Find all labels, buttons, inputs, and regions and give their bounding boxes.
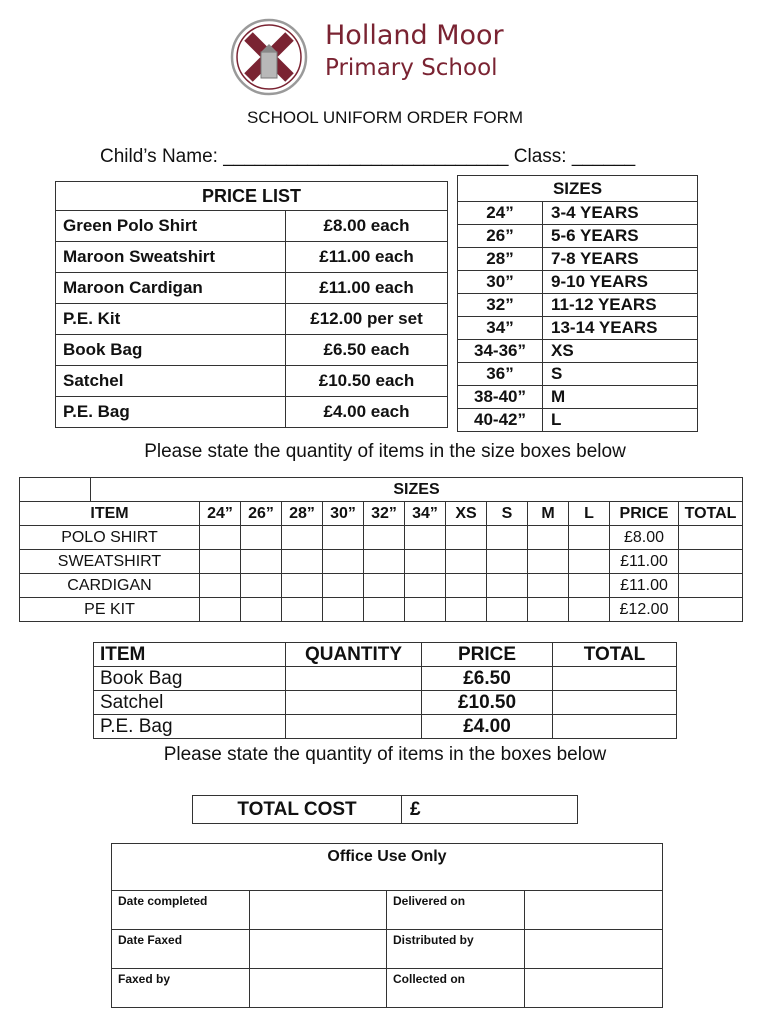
- total-cost-field[interactable]: £: [402, 796, 578, 824]
- size-length: 26”: [458, 225, 543, 248]
- office-row: [112, 930, 663, 969]
- quantity-cell[interactable]: [323, 598, 364, 622]
- size-age: XS: [543, 340, 698, 363]
- quantity-cell[interactable]: [405, 526, 446, 550]
- quantity-cell[interactable]: [282, 550, 323, 574]
- child-name-class-line[interactable]: Child’s Name: ___________________________ Class: ______: [100, 146, 636, 167]
- grid-row: [20, 574, 743, 598]
- quantity-cell[interactable]: [323, 526, 364, 550]
- size-length: 40-42”: [458, 409, 543, 432]
- office-field[interactable]: [525, 891, 663, 930]
- office-label: Delivered on: [387, 891, 525, 930]
- office-label: Faxed by: [112, 969, 250, 1008]
- price-list-title: PRICE LIST: [56, 182, 448, 211]
- form-title: SCHOOL UNIFORM ORDER FORM: [246, 108, 524, 127]
- price-row: [56, 335, 448, 366]
- bag-quantity-cell[interactable]: [286, 667, 422, 691]
- quantity-cell[interactable]: [241, 526, 282, 550]
- price-row: [56, 273, 448, 304]
- grid-size-header: XS: [446, 502, 487, 526]
- price-item-value: £11.00 each: [286, 242, 448, 273]
- quantity-cell[interactable]: [487, 526, 528, 550]
- bag-order-table: [93, 642, 677, 739]
- size-row: [458, 225, 698, 248]
- size-row: [458, 248, 698, 271]
- price-item-value: £6.50 each: [286, 335, 448, 366]
- size-age: 11-12 YEARS: [543, 294, 698, 317]
- price-row: [56, 397, 448, 428]
- uniform-quantity-grid: [19, 477, 743, 622]
- price-item-name: P.E. Kit: [56, 304, 286, 335]
- grid-size-header: L: [569, 502, 610, 526]
- price-row: [56, 304, 448, 335]
- quantity-cell[interactable]: [241, 598, 282, 622]
- price-item-value: £10.50 each: [286, 366, 448, 397]
- total-cell[interactable]: [679, 550, 743, 574]
- bag-item-price: £6.50: [422, 667, 553, 691]
- price-item-value: £4.00 each: [286, 397, 448, 428]
- office-row: [112, 891, 663, 930]
- office-field[interactable]: [250, 930, 387, 969]
- bag-total-cell[interactable]: [553, 715, 677, 739]
- quantity-cell[interactable]: [528, 574, 569, 598]
- quantity-cell[interactable]: [282, 574, 323, 598]
- quantity-cell[interactable]: [446, 598, 487, 622]
- size-length: 28”: [458, 248, 543, 271]
- total-cell[interactable]: [679, 574, 743, 598]
- school-name-line1: Holland Moor: [325, 20, 504, 51]
- sizes-title: SIZES: [458, 176, 698, 202]
- quantity-cell[interactable]: [528, 526, 569, 550]
- sizes-table: [457, 175, 698, 432]
- bag-row: [94, 715, 677, 739]
- grid-item-name: PE KIT: [20, 598, 200, 622]
- school-name-line2: Primary School: [325, 55, 498, 81]
- size-age: 7-8 YEARS: [543, 248, 698, 271]
- size-length: 36”: [458, 363, 543, 386]
- grid-item-price: £12.00: [610, 598, 679, 622]
- size-age: L: [543, 409, 698, 432]
- quantity-cell[interactable]: [364, 574, 405, 598]
- grid-size-header: S: [487, 502, 528, 526]
- bag-total-header: TOTAL: [553, 643, 677, 667]
- grid-corner-cell: [20, 478, 91, 502]
- bag-price-header: PRICE: [422, 643, 553, 667]
- size-age: S: [543, 363, 698, 386]
- size-length: 38-40”: [458, 386, 543, 409]
- office-use-table: [111, 843, 663, 1008]
- grid-size-header: 34”: [405, 502, 446, 526]
- quantity-cell[interactable]: [487, 550, 528, 574]
- quantity-cell[interactable]: [487, 598, 528, 622]
- size-age: 3-4 YEARS: [543, 202, 698, 225]
- size-length: 24”: [458, 202, 543, 225]
- office-label: Date completed: [112, 891, 250, 930]
- quantity-cell[interactable]: [405, 574, 446, 598]
- quantity-cell[interactable]: [323, 574, 364, 598]
- grid-item-price: £11.00: [610, 550, 679, 574]
- size-row: [458, 340, 698, 363]
- grid-row: [20, 526, 743, 550]
- bag-quantity-cell[interactable]: [286, 715, 422, 739]
- grid-total-header: TOTAL: [679, 502, 743, 526]
- office-field[interactable]: [250, 891, 387, 930]
- grid-header-row: [20, 502, 743, 526]
- quantity-cell[interactable]: [528, 550, 569, 574]
- quantity-cell[interactable]: [446, 526, 487, 550]
- quantity-cell[interactable]: [323, 550, 364, 574]
- quantity-cell[interactable]: [528, 598, 569, 622]
- price-row: [56, 242, 448, 273]
- size-quantity-instruction: Please state the quantity of items in the size boxes below: [144, 441, 626, 462]
- bag-quantity-header: QUANTITY: [286, 643, 422, 667]
- quantity-cell[interactable]: [405, 550, 446, 574]
- quantity-cell[interactable]: [282, 526, 323, 550]
- grid-size-header: 30”: [323, 502, 364, 526]
- grid-item-price: £11.00: [610, 574, 679, 598]
- size-row: [458, 386, 698, 409]
- office-label: Distributed by: [387, 930, 525, 969]
- bag-item-header: ITEM: [94, 643, 286, 667]
- size-length: 34”: [458, 317, 543, 340]
- grid-row: [20, 598, 743, 622]
- size-age: 9-10 YEARS: [543, 271, 698, 294]
- quantity-cell[interactable]: [200, 574, 241, 598]
- grid-size-header: 24”: [200, 502, 241, 526]
- grid-size-header: 28”: [282, 502, 323, 526]
- quantity-cell[interactable]: [241, 574, 282, 598]
- bag-item-name: Satchel: [94, 691, 286, 715]
- grid-item-name: SWEATSHIRT: [20, 550, 200, 574]
- bag-total-cell[interactable]: [553, 691, 677, 715]
- size-length: 30”: [458, 271, 543, 294]
- size-row: [458, 409, 698, 432]
- bag-row: [94, 667, 677, 691]
- bag-row: [94, 691, 677, 715]
- price-item-value: £12.00 per set: [286, 304, 448, 335]
- grid-price-header: PRICE: [610, 502, 679, 526]
- price-item-name: Green Polo Shirt: [56, 211, 286, 242]
- grid-item-name: CARDIGAN: [20, 574, 200, 598]
- quantity-cell[interactable]: [569, 598, 610, 622]
- office-field[interactable]: [525, 930, 663, 969]
- quantity-cell[interactable]: [569, 526, 610, 550]
- office-row: [112, 969, 663, 1008]
- total-cell[interactable]: [679, 526, 743, 550]
- size-length: 32”: [458, 294, 543, 317]
- price-item-name: Maroon Sweatshirt: [56, 242, 286, 273]
- quantity-cell[interactable]: [569, 550, 610, 574]
- price-row: [56, 366, 448, 397]
- grid-size-header: 32”: [364, 502, 405, 526]
- quantity-cell[interactable]: [446, 574, 487, 598]
- office-field[interactable]: [525, 969, 663, 1008]
- size-row: [458, 294, 698, 317]
- price-item-name: Satchel: [56, 366, 286, 397]
- quantity-cell[interactable]: [446, 550, 487, 574]
- price-item-name: P.E. Bag: [56, 397, 286, 428]
- size-row: [458, 363, 698, 386]
- price-item-value: £11.00 each: [286, 273, 448, 304]
- grid-row: [20, 550, 743, 574]
- price-list-table: [55, 181, 448, 428]
- quantity-cell[interactable]: [364, 550, 405, 574]
- grid-item-header: ITEM: [20, 502, 200, 526]
- quantity-cell[interactable]: [364, 598, 405, 622]
- quantity-cell[interactable]: [200, 598, 241, 622]
- quantity-cell[interactable]: [200, 526, 241, 550]
- quantity-cell[interactable]: [405, 598, 446, 622]
- size-length: 34-36”: [458, 340, 543, 363]
- grid-item-price: £8.00: [610, 526, 679, 550]
- office-label: Date Faxed: [112, 930, 250, 969]
- grid-size-header: 26”: [241, 502, 282, 526]
- quantity-cell[interactable]: [241, 550, 282, 574]
- quantity-cell[interactable]: [282, 598, 323, 622]
- office-use-title: Office Use Only: [112, 844, 663, 891]
- bag-item-name: P.E. Bag: [94, 715, 286, 739]
- price-item-name: Book Bag: [56, 335, 286, 366]
- size-row: [458, 271, 698, 294]
- total-cell[interactable]: [679, 598, 743, 622]
- bag-header-row: [94, 643, 677, 667]
- size-age: 13-14 YEARS: [543, 317, 698, 340]
- office-label: Collected on: [387, 969, 525, 1008]
- size-age: M: [543, 386, 698, 409]
- total-cost-label: TOTAL COST: [193, 796, 402, 824]
- office-field[interactable]: [250, 969, 387, 1008]
- price-item-name: Maroon Cardigan: [56, 273, 286, 304]
- price-row: [56, 211, 448, 242]
- bag-item-price: £4.00: [422, 715, 553, 739]
- bag-total-cell[interactable]: [553, 667, 677, 691]
- quantity-cell[interactable]: [200, 550, 241, 574]
- bag-item-price: £10.50: [422, 691, 553, 715]
- size-row: [458, 317, 698, 340]
- grid-sizes-heading: SIZES: [91, 478, 743, 502]
- size-age: 5-6 YEARS: [543, 225, 698, 248]
- bag-item-name: Book Bag: [94, 667, 286, 691]
- quantity-cell[interactable]: [364, 526, 405, 550]
- bag-quantity-instruction: Please state the quantity of items in the boxes below: [163, 744, 607, 765]
- price-item-value: £8.00 each: [286, 211, 448, 242]
- school-logo: [230, 18, 308, 96]
- grid-size-header: M: [528, 502, 569, 526]
- grid-item-name: POLO SHIRT: [20, 526, 200, 550]
- quantity-cell[interactable]: [569, 574, 610, 598]
- quantity-cell[interactable]: [487, 574, 528, 598]
- size-row: [458, 202, 698, 225]
- bag-quantity-cell[interactable]: [286, 691, 422, 715]
- total-cost-table: [192, 795, 578, 824]
